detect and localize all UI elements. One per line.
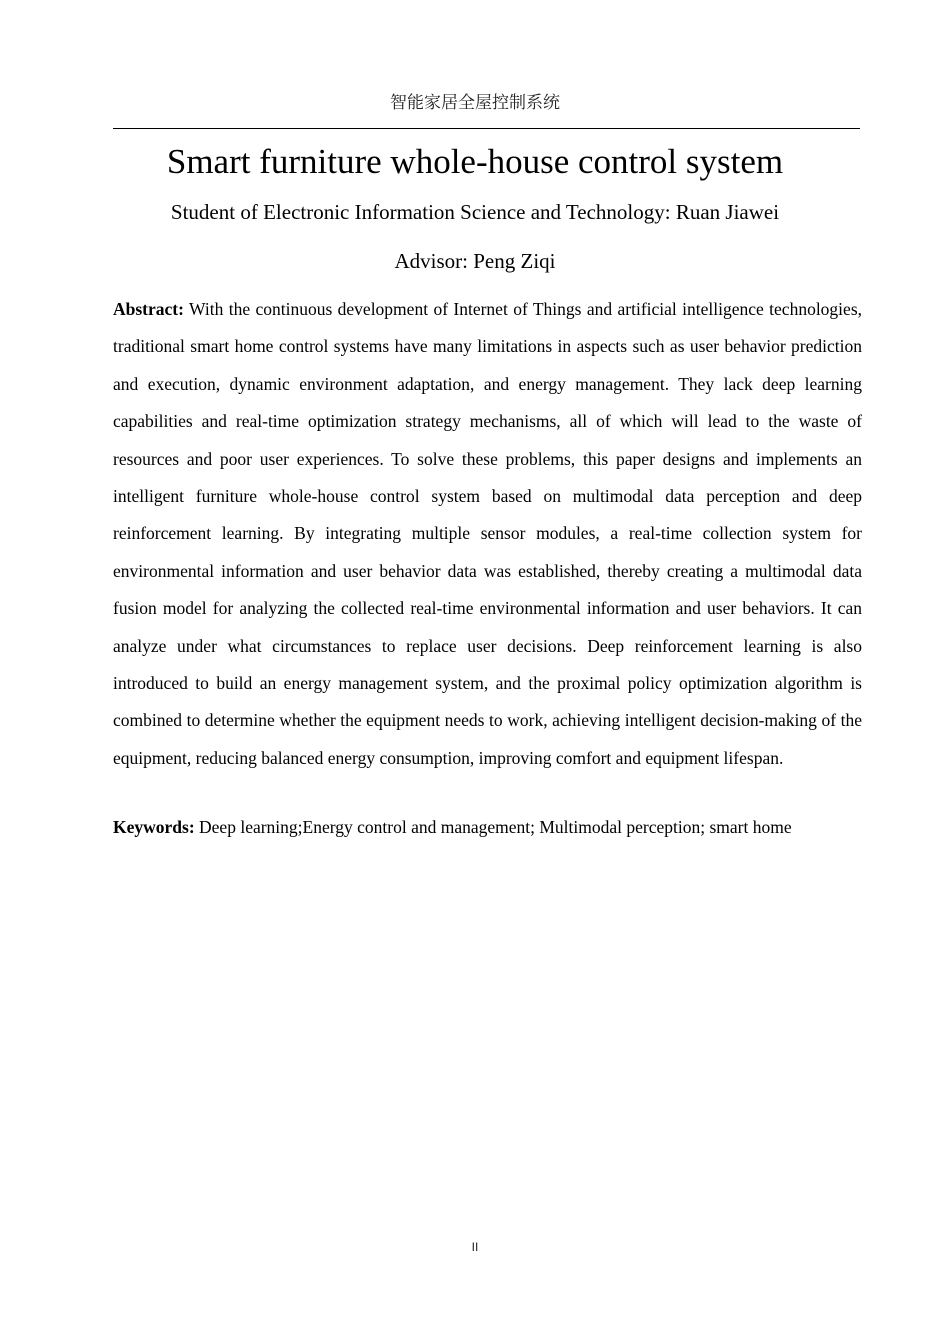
running-header: 智能家居全屋控制系统 (390, 93, 560, 113)
abstract-paragraph (113, 291, 862, 777)
document-title: Smart furniture whole-house control system (166, 142, 784, 181)
advisor-line: Advisor: Peng Ziqi (394, 249, 556, 273)
keywords-label: Keywords: (113, 817, 195, 837)
author-line: Student of Electronic Information Science and Technology: Ruan Jiawei (170, 200, 780, 224)
keywords-text: Deep learning;Energy control and management; Multimodal perception; smart home (199, 817, 792, 837)
abstract-text: With the continuous development of Internet of Things and artificial intelligence technologies, traditional smart home control systems have many limitations in aspects such as user behavior prediction and execution, dynamic environment adaptation, and energy management. They lack deep learning capabilities and real-time optimization strategy mechanisms, all of which will lead to the waste of resources and poor user experiences. To solve these problems, this paper designs and implements an intelligent furniture whole-house control system based on multimodal data perception and deep reinforcement learning. By integrating multiple sensor modules, a real-time collection system for environmental information and user behavior data was established, thereby creating a multimodal data fusion model for analyzing the collected real-time environmental information and user behaviors. It can analyze under what circumstances to replace user decisions. Deep reinforcement learning is also introduced to build an energy management system, and the proximal policy optimization algorithm is combined to determine whether the equipment needs to work, achieving intelligent decision-making of the equipment, reducing balanced energy consumption, improving comfort and equipment lifespan. (113, 299, 862, 768)
keywords-line (113, 813, 873, 841)
abstract-label: Abstract: (113, 299, 184, 319)
page-number: II (471, 1240, 479, 1254)
header-divider (113, 128, 860, 129)
